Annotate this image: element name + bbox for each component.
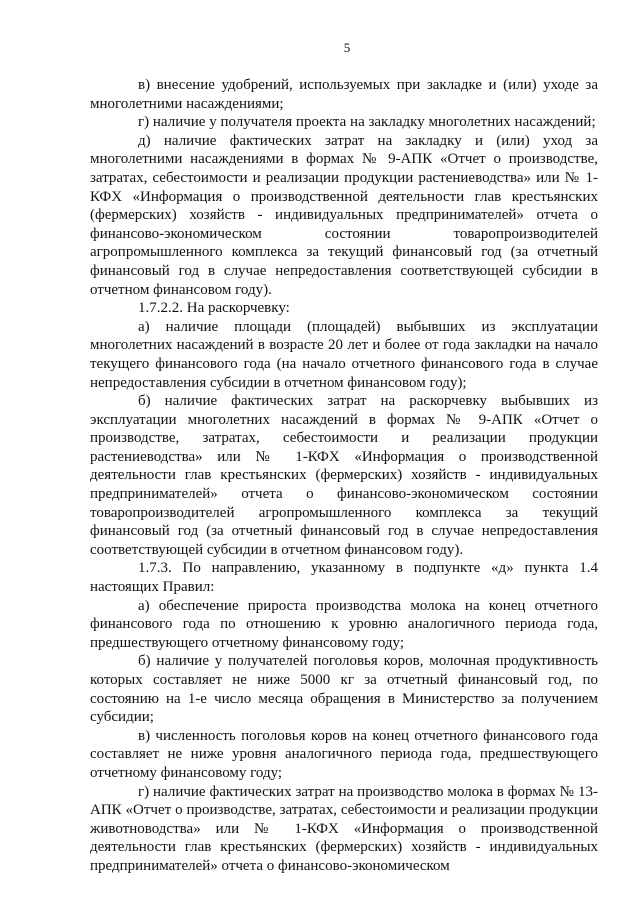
paragraph-g-project: г) наличие у получателя проекта на закладку многолетних насаждений; bbox=[138, 114, 596, 131]
paragraph-v-cow-headcount: в) численность поголовья коров на конец отчетного финансового года составляет не ниже уровня аналогичного периода года, предшествующего отчетному финансовому году; bbox=[90, 727, 598, 781]
paragraph-g-milk-costs: г) наличие фактических затрат на производство молока в формах № 13-АПК «Отчет о производстве, затратах, себестоимости и реализации продукции животноводства» или № 1-КФХ «Информация о производственной деятельности глав крестьянских (фермерских) хозяйств - индивидуальных предпринимателей» отчета о финансово-экономическом bbox=[90, 783, 598, 874]
paragraph-b-cow-productivity: б) наличие у получателей поголовья коров, молочная продуктивность которых составляет не ниже 5000 кг за отчетный финансовый год, по состоянию на 1-е число месяца обращения в Министерство за получением субсидии; bbox=[90, 653, 598, 726]
paragraph-section-1-7-2-2: 1.7.2.2. На раскорчевку: bbox=[138, 300, 290, 317]
paragraph-d-planting-costs: д) наличие фактических затрат на закладку и (или) уход за многолетними насаждениями в формах № 9-АПК «Отчет о производстве, затратах, себестоимости и реализации продукции растениеводства» или № 1-КФХ «Информация о производственной деятельности глав крестьянских (фермерских) хозяйств - индивидуальных предпринимателей» отчета о финансово-экономическом состоянии товаропроизводителей агропромышленного комплекса за текущий финансовый год (за отчетный финансовый год в случае непредоставления соответствующей субсидии в отчетном финансовом году). bbox=[90, 132, 598, 298]
paragraph-v-fertilizers: в) внесение удобрений, используемых при закладке и (или) уходе за многолетними насаждениями; bbox=[90, 77, 598, 112]
paragraph-section-1-7-3: 1.7.3. По направлению, указанному в подпункте «д» пункта 1.4 настоящих Правил: bbox=[90, 560, 598, 596]
page-number: 5 bbox=[343, 40, 351, 55]
paragraph-a-milk-growth: а) обеспечение прироста производства молока на конец отчетного финансового года по отношению к уровню аналогичного периода года, предшествующего отчетному финансовому году; bbox=[90, 597, 598, 651]
paragraph-b-uprooting-costs: б) наличие фактических затрат на раскорчевку выбывших из эксплуатации многолетних насаждений в формах № 9-АПК «Отчет о производстве, затратах, себестоимости и реализации продукции растениеводства» или № 1-КФХ «Информация о производственной деятельности глав крестьянских (фермерских) хозяйств - индивидуальных предпринимателей» отчета о финансово-экономическом состоянии товаропроизводителей агропромышленного комплекса за текущий финансовый год (за отчетный финансовый год в случае непредоставления соответствующей субсидии в отчетном финансовом году). bbox=[90, 393, 598, 558]
document-body bbox=[90, 76, 598, 876]
paragraph-a-retired-area: а) наличие площади (площадей) выбывших из эксплуатации многолетних насаждений в возрасте 20 лет и более от года закладки на начало текущего финансового года (на начало отчетного финансового года в случае непредоставления субсидии в отчетном финансовом году); bbox=[90, 318, 598, 391]
